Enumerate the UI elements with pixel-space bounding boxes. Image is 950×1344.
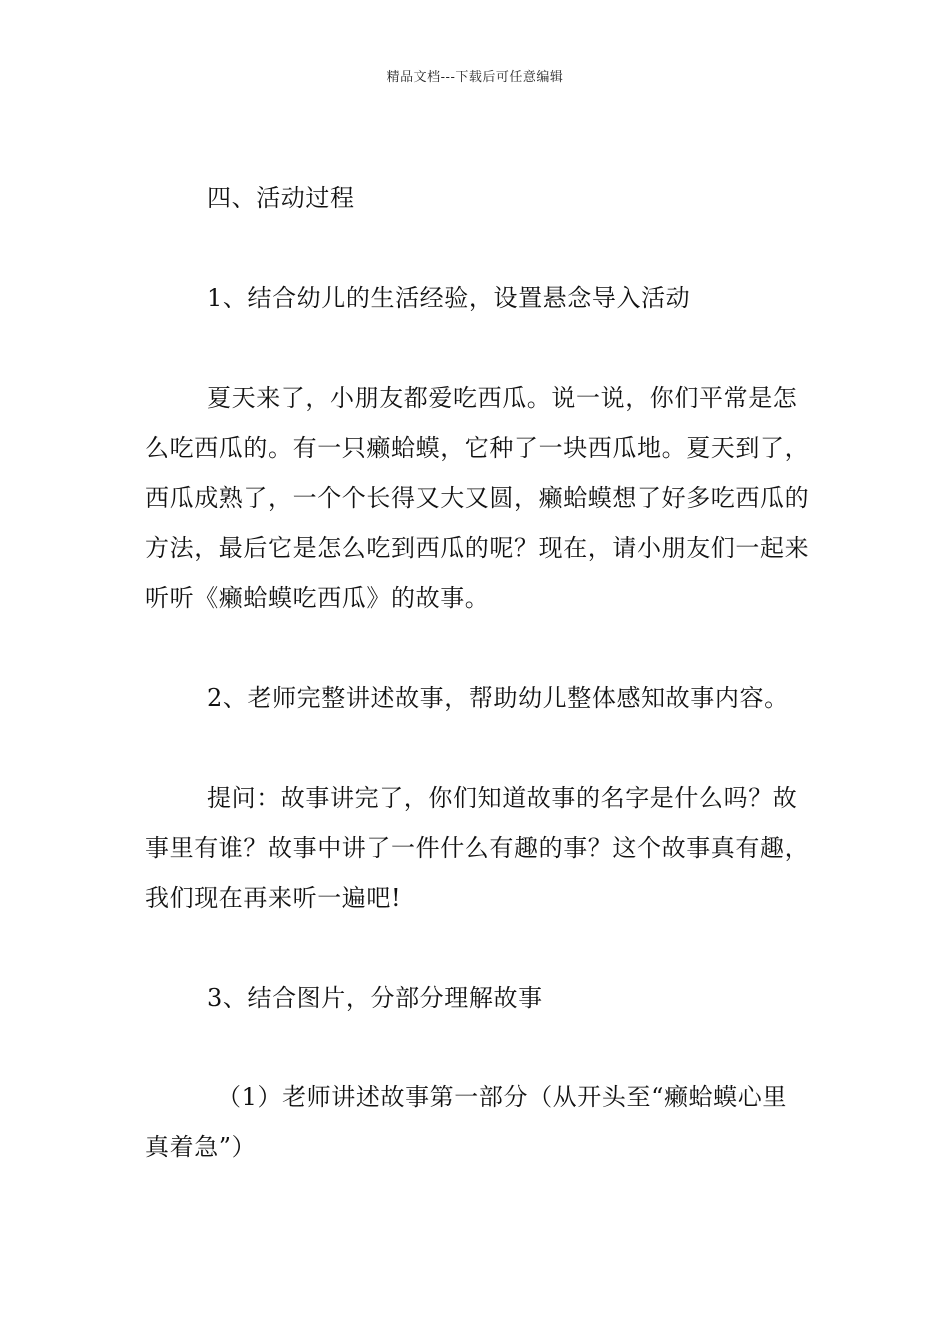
step-2-body: 提问：故事讲完了，你们知道故事的名字是什么吗？故事里有谁？故事中讲了一件什么有趣的事？这个故事真有趣，我们现在再来听一遍吧! — [145, 784, 810, 912]
step-3-title: 3、结合图片，分部分理解故事 — [207, 984, 543, 1012]
step-2-title: 2、老师完整讲述故事，帮助幼儿整体感知故事内容。 — [207, 684, 789, 712]
page-header: 精品文档---下载后可任意编辑 — [386, 70, 564, 85]
step-1-title: 1、结合幼儿的生活经验，设置悬念导入活动 — [207, 284, 691, 312]
step-1-body: 夏天来了，小朋友都爱吃西瓜。说一说，你们平常是怎么吃西瓜的。有一只癞蛤蟆，它种了一块西瓜地。夏天到了，西瓜成熟了，一个个长得又大又圆，癞蛤蟆想了好多吃西瓜的方法，最后它是怎么吃到西瓜的呢？现在，请小朋友们一起来听听《癞蛤蟆吃西瓜》的故事。 — [145, 384, 810, 612]
section-heading: 四、活动过程 — [207, 184, 355, 212]
step-3-subitem-1: （1）老师讲述故事第一部分（从开头至“癞蛤蟆心里真着急”） — [145, 1083, 787, 1161]
